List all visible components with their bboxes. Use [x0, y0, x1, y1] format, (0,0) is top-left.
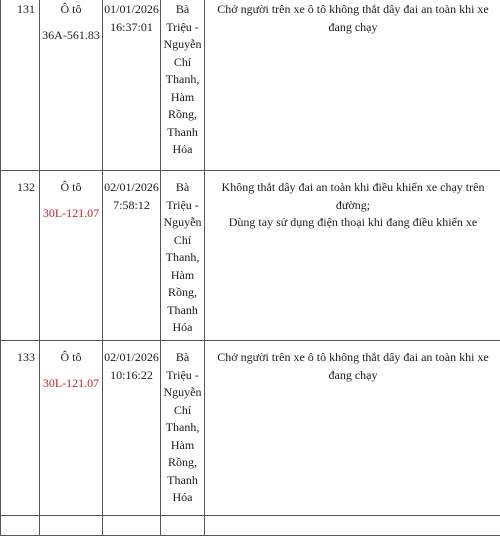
location-line: Rồng, — [161, 106, 204, 124]
location-cell — [161, 341, 205, 516]
vehicle-type: Ô tô — [40, 349, 102, 367]
location-line: Nguyễn — [161, 214, 204, 232]
violation-cell — [205, 516, 500, 536]
location-line: Thanh, — [161, 419, 204, 437]
vehicle-cell — [40, 0, 103, 171]
location-line: Thanh, — [161, 249, 204, 267]
location-line: Chí — [161, 232, 204, 250]
datetime-cell — [103, 516, 161, 536]
location-cell — [161, 171, 205, 341]
location-line: Thanh, — [161, 71, 204, 89]
row-number-cell — [1, 0, 40, 171]
location-cell — [161, 516, 205, 536]
violation-description: Chở người trên xe ô tô không thắt dây đai an toàn khi xe đang chạy — [205, 1, 500, 36]
violation-time: 16:37:01 — [103, 19, 160, 37]
license-plate: 30L-121.07 — [40, 375, 102, 393]
row-number-cell — [1, 341, 40, 516]
location-line: Hàm — [161, 267, 204, 285]
location-line: Triệu - — [161, 197, 204, 215]
datetime-cell — [103, 0, 161, 171]
violation-date: 01/01/2026 — [103, 1, 160, 19]
table-row — [1, 341, 500, 516]
violation-time: 7:58:12 — [103, 197, 160, 215]
violation-description: Không thắt dây đai an toàn khi điều khiển xe chạy trên đường; — [205, 179, 500, 214]
row-number: 132 — [17, 180, 35, 194]
location-line: Rồng, — [161, 454, 204, 472]
violation-cell — [205, 341, 500, 516]
violation-description: Dùng tay sử dụng điện thoại khi đang điều khiển xe — [205, 214, 500, 232]
vehicle-type: Ô tô — [40, 179, 102, 197]
location-line: Bà — [161, 349, 204, 367]
violation-description: Chở người trên xe ô tô không thắt dây đai an toàn khi xe đang chạy — [205, 349, 500, 384]
location-line: Chí — [161, 402, 204, 420]
row-number-cell — [1, 171, 40, 341]
location-line: Hóa — [161, 141, 204, 159]
location-line: Bà — [161, 1, 204, 19]
violation-date: 02/01/2026 — [103, 179, 160, 197]
violation-cell — [205, 0, 500, 171]
location-line: Rồng, — [161, 284, 204, 302]
location-line: Hóa — [161, 489, 204, 507]
location-line: Hàm — [161, 89, 204, 107]
table-row — [1, 516, 500, 536]
location-line: Hàm — [161, 437, 204, 455]
location-line: Chí — [161, 54, 204, 72]
datetime-cell — [103, 171, 161, 341]
location-line: Nguyễn — [161, 36, 204, 54]
location-line: Triệu - — [161, 19, 204, 37]
location-line: Nguyễn — [161, 384, 204, 402]
vehicle-cell — [40, 171, 103, 341]
location-line: Thanh — [161, 124, 204, 142]
row-number: 133 — [17, 350, 35, 364]
row-number: 131 — [17, 2, 35, 16]
license-plate: 36A-561.83 — [40, 27, 102, 45]
vehicle-cell — [40, 341, 103, 516]
location-line: Bà — [161, 179, 204, 197]
violation-date: 02/01/2026 — [103, 349, 160, 367]
location-cell — [161, 0, 205, 171]
datetime-cell — [103, 341, 161, 516]
license-plate: 30L-121.07 — [40, 205, 102, 223]
violation-time: 10:16:22 — [103, 367, 160, 385]
vehicle-type: Ô tô — [40, 1, 102, 19]
location-line: Thanh — [161, 302, 204, 320]
table-row — [1, 0, 500, 171]
row-number-cell — [1, 516, 40, 536]
violation-cell — [205, 171, 500, 341]
vehicle-cell — [40, 516, 103, 536]
location-line: Triệu - — [161, 367, 204, 385]
location-line: Thanh — [161, 472, 204, 490]
table-row — [1, 171, 500, 341]
location-line: Hóa — [161, 319, 204, 337]
